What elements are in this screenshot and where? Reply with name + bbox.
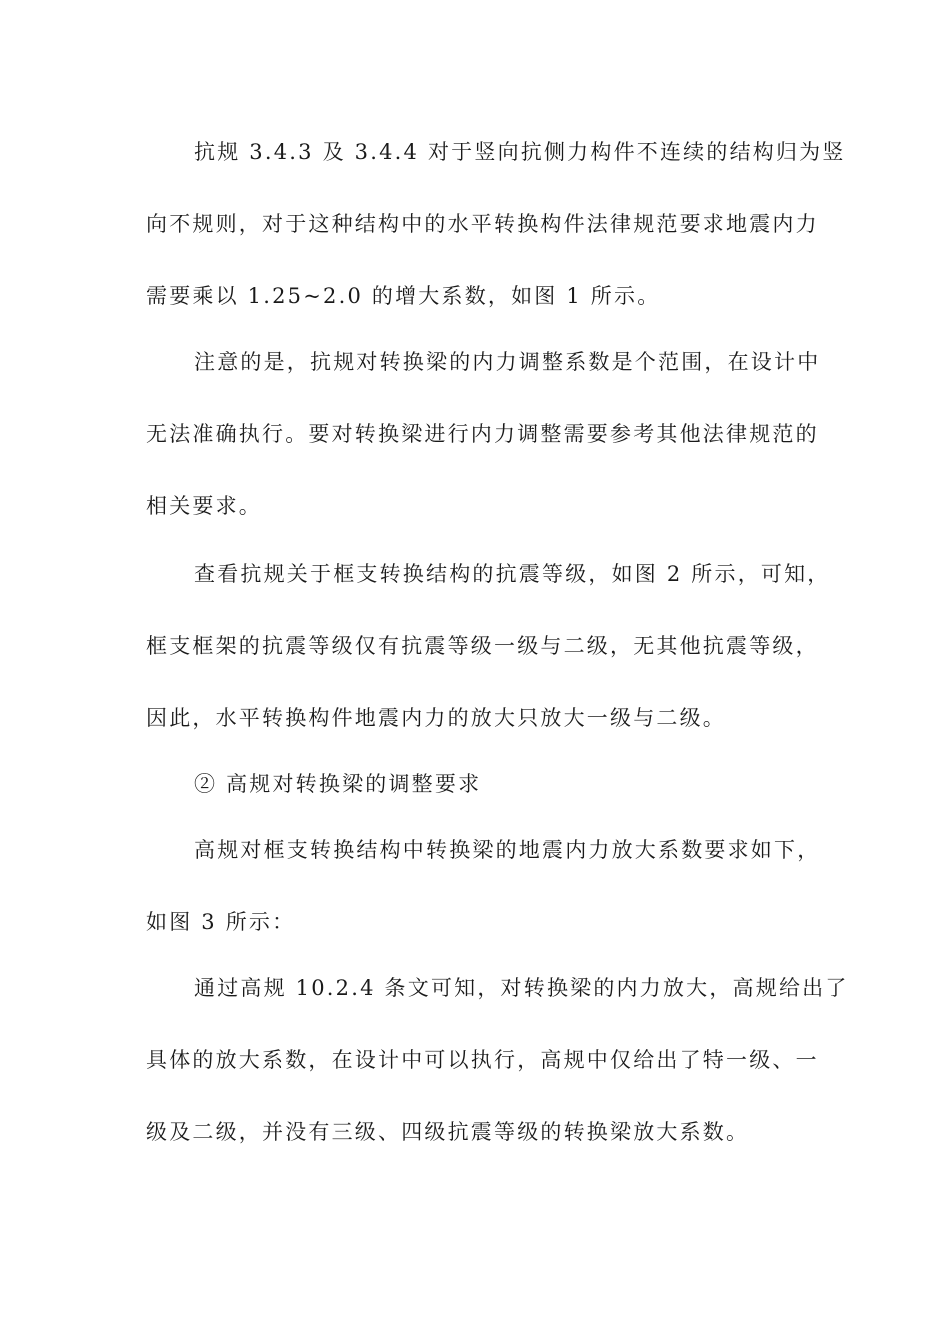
paragraph-2-line-3: 相关要求。: [146, 494, 262, 518]
paragraph-4-line-2: 如图 3 所示：: [146, 910, 296, 934]
paragraph-3-line-3: 因此，水平转换构件地震内力的放大只放大一级与二级。: [146, 706, 726, 730]
paragraph-3-line-1: 查看抗规关于框支转换结构的抗震等级，如图 2 所示，可知，: [194, 562, 831, 586]
paragraph-4-line-1: 高规对框支转换结构中转换梁的地震内力放大系数要求如下，: [194, 838, 821, 862]
section-heading: ② 高规对转换梁的调整要求: [194, 772, 482, 796]
paragraph-1-line-3: 需要乘以 1.25~2.0 的增大系数，如图 1 所示。: [146, 284, 661, 308]
paragraph-2-line-1: 注意的是，抗规对转换梁的内力调整系数是个范围，在设计中: [194, 350, 821, 374]
paragraph-5-line-1: 通过高规 10.2.4 条文可知，对转换梁的内力放大，高规给出了: [194, 976, 849, 1000]
paragraph-5-line-3: 级及二级，并没有三级、四级抗震等级的转换梁放大系数。: [146, 1120, 750, 1144]
paragraph-1-line-1: 抗规 3.4.3 及 3.4.4 对于竖向抗侧力构件不连续的结构归为竖: [194, 140, 846, 164]
paragraph-3-line-2: 框支框架的抗震等级仅有抗震等级一级与二级，无其他抗震等级，: [146, 634, 819, 658]
paragraph-2-line-2: 无法准确执行。要对转换梁进行内力调整需要参考其他法律规范的: [146, 422, 819, 446]
paragraph-1-line-2: 向不规则，对于这种结构中的水平转换构件法律规范要求地震内力: [146, 212, 819, 236]
paragraph-5-line-2: 具体的放大系数，在设计中可以执行，高规中仅给出了特一级、一: [146, 1048, 819, 1072]
